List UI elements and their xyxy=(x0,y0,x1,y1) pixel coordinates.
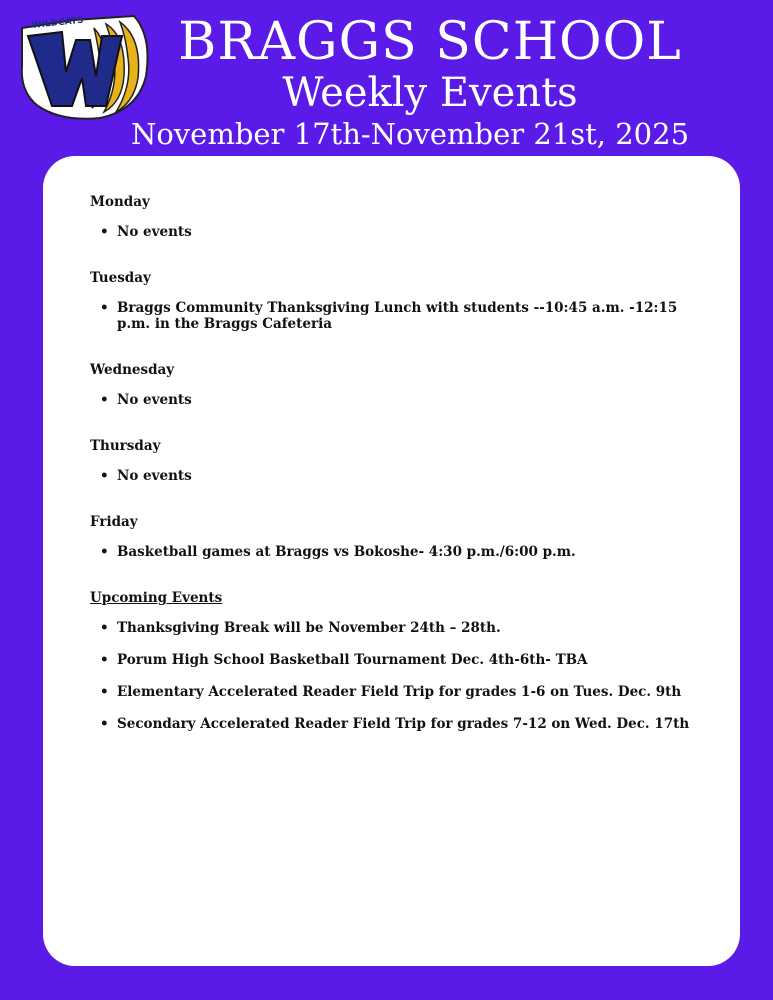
svg-text:WILDCATS: WILDCATS xyxy=(31,15,85,31)
list-item: • No events xyxy=(90,392,710,408)
events-content xyxy=(90,194,710,762)
day-section-tuesday xyxy=(90,270,710,332)
page-subtitle: Weekly Events xyxy=(282,70,578,116)
school-title: BRAGGS SCHOOL xyxy=(178,12,682,72)
event-list xyxy=(90,392,710,408)
day-section-thursday xyxy=(90,438,710,484)
event-list xyxy=(90,620,710,732)
list-item: • Porum High School Basketball Tournament Dec. 4th-6th- TBA xyxy=(90,652,710,668)
event-list xyxy=(90,224,710,240)
header xyxy=(0,0,773,160)
upcoming-events-section xyxy=(90,590,710,732)
events-card xyxy=(43,156,740,966)
list-item: • Basketball games at Braggs vs Bokoshe- 4:30 p.m./6:00 p.m. xyxy=(90,544,710,560)
list-item: • Thanksgiving Break will be November 24th – 28th. xyxy=(90,620,710,636)
list-item: • Secondary Accelerated Reader Field Trip for grades 7-12 on Wed. Dec. 17th xyxy=(90,716,710,732)
day-section-wednesday xyxy=(90,362,710,408)
list-item: • Braggs Community Thanksgiving Lunch with students --10:45 a.m. -12:15 p.m. in the Braggs Cafeteria xyxy=(90,300,710,332)
day-section-monday xyxy=(90,194,710,240)
day-heading: Wednesday xyxy=(90,362,175,378)
day-section-friday xyxy=(90,514,710,560)
list-item: • No events xyxy=(90,224,710,240)
list-item: • Elementary Accelerated Reader Field Trip for grades 1-6 on Tues. Dec. 9th xyxy=(90,684,710,700)
list-item: • No events xyxy=(90,468,710,484)
day-heading: Friday xyxy=(90,514,138,530)
event-list xyxy=(90,468,710,484)
day-heading: Tuesday xyxy=(90,270,151,286)
date-range: November 17th-November 21st, 2025 xyxy=(130,117,690,151)
upcoming-events-heading: Upcoming Events xyxy=(90,590,223,606)
event-list xyxy=(90,544,710,560)
day-heading: Monday xyxy=(90,194,150,210)
day-heading: Thursday xyxy=(90,438,161,454)
event-list xyxy=(90,300,710,332)
